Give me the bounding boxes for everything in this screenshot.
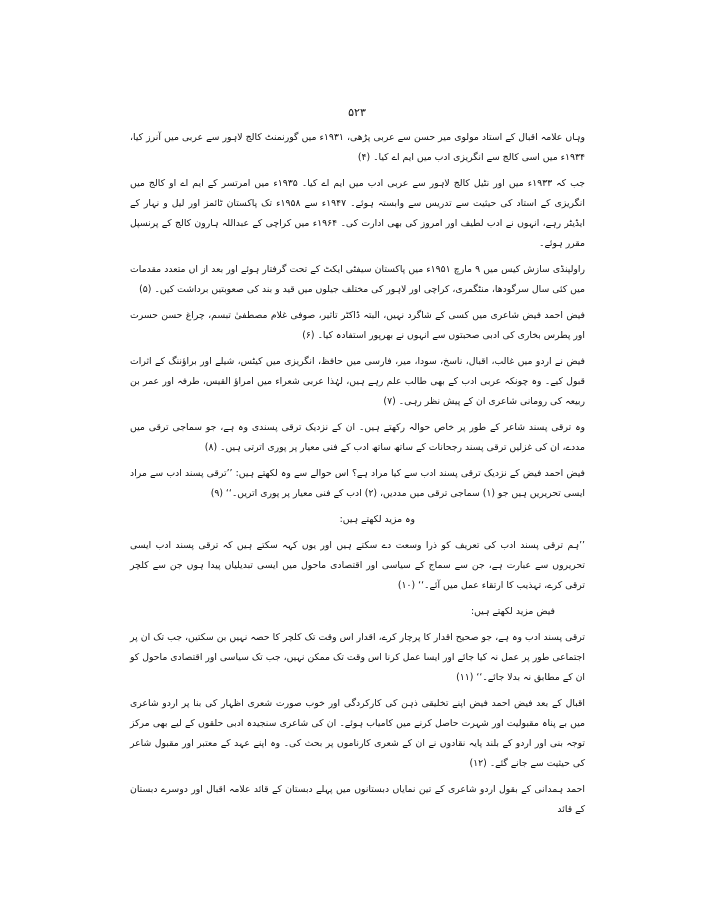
paragraph: وہاں علامہ اقبال کے استاد مولوی میر حسن سے عربی پڑھی، ۱۹۳۱ء میں گورنمنٹ کالج لاہور سے عربی میں آنرز کیا، ۱۹۳۴ء میں اسی کالج سے انگریزی ادب میں ایم اے کیا۔ (۴) [130,132,585,163]
paragraph: اقبال کے بعد فیض احمد فیض اپنے تخلیقی ذہن کی کارکردگی اور خوب صورت شعری اظہار کی بنا پر اردو شاعری میں بے پناہ مقبولیت اور شہرت حاصل کرنے میں کامیاب ہوئے۔ ان کی شاعری سنجیدہ ادبی حلقوں کے لیے بھی مرکز توجہ بنی اور اردو کے بلند پایہ نقادوں نے ان کے شعری کارناموں پر بحث کی۔ وہ اپنے عہد کے معتبر اور مقبول شاعر کی حیثیت سے جانے گئے۔ (۱۲) [130,698,585,769]
paragraph: فیض احمد فیض کے نزدیک ترقی پسند ادب سے کیا مراد ہے؟ اس حوالے سے وہ لکھتے ہیں: ’’ترقی پسند ادب سے مراد ایسی تحریریں ہیں جو (۱) سماجی ترقی میں مددیں، (۲) ادب کے فنی معیار پر پوری اتریں۔‘‘ (۹) [130,468,585,499]
paragraph: راولپنڈی سازش کیس میں ۹ مارچ ۱۹۵۱ء میں پاکستان سیفٹی ایکٹ کے تحت گرفتار ہوئے اور بعد از اں متعدد مقدمات میں کئی سال سرگودھا، منٹگمری، کراچی اور لاہور کی مختلف جیلوں میں قید و بند کی صعوبتیں برداشت کیں۔ (۵) [130,264,585,295]
paragraph: احمد ہمدانی کے بقول اردو شاعری کے تین نمایاں دبستانوں میں پہلے دبستان کے قائد علامہ اقبال اور دوسرے دبستان کے قائد [130,784,585,815]
block-quote: ترقی پسند ادب وہ ہے، جو صحیح اقدار کا پرچار کرے، اقدار اس وقت تک کلچر کا حصہ نہیں بن سکتیں، جب تک ان پر اجتماعی طور پر عمل نہ کیا جائے اور ایسا عمل کرنا اس وقت تک ممکن نہیں، جب تک سیاسی اور اقتصادی ماحول کو ان کے مطابق نہ بدلا جائے۔‘‘ (۱۱) [130,632,585,683]
paragraph: فیض نے اردو میں غالب، اقبال، ناسخ، سودا، میر، فارسی میں حافظ، انگریزی میں کیٹس، شیلے اور براؤننگ کے اثرات قبول کیے۔ وہ چونکہ عربی ادب کے بھی طالب علم رہے ہیں، لہٰذا عربی شعراء میں امراؤ القیس، طرفہ اور عمر بن ربیعہ کی رومانی شاعری ان کے پیش نظر رہی۔ (۷) [130,356,585,407]
page-number: ۵۲۳ [348,106,366,119]
paragraph: وہ ترقی پسند شاعر کے طور پر خاص حوالہ رکھتے ہیں۔ ان کے نزدیک ترقی پسندی وہ ہے، جو سماجی ترقی میں مددے، ان کی غزلیں ترقی پسند رجحانات کے ساتھ ساتھ ادب کے فنی معیار پر پوری اترتی ہیں۔ (۸) [130,422,585,453]
paragraph: جب کہ ۱۹۳۳ء میں اور نٹیل کالج لاہور سے عربی ادب میں ایم اے کیا۔ ۱۹۳۵ء میں امرتسر کے ایم اے او کالج میں انگریزی کے استاد کی حیثیت سے تدریس سے وابستہ ہوئے۔ ۱۹۴۷ء سے ۱۹۵۸ء تک پاکستان ٹائمز اور لیل و نہار کے ایڈیٹر رہے، انہوں نے ادب لطیف اور امروز کی بھی ادارت کی۔ ۱۹۶۴ء میں کراچی کے عبداللہ ہارون کالج کے پرنسپل مقرر ہوئے۔ [130,178,585,249]
paragraph-lead-in: فیض مزید لکھتے ہیں: [470,606,555,617]
paragraph-lead-in: وہ مزید لکھتے ہیں: [339,514,415,525]
block-quote: ’’ہم ترقی پسند ادب کی تعریف کو ذرا وسعت دے سکتے ہیں اور یوں کہہ سکتے ہیں کہ ترقی پسند ادب ایسی تحریروں سے عبارت ہے، جن سے سماج کے سیاسی اور اقتصادی ماحول میں ایسی تبدیلیاں پیدا ہوں جن سے کلچر ترقی کرے، تہذیب کا ارتقاء عمل میں آئے۔‘‘ (۱۰) [130,540,585,591]
paragraph: فیض احمد فیض شاعری میں کسی کے شاگرد نہیں، البتہ ڈاکٹر تاثیر، صوفی غلام مصطفیٰ تبسم، چراغ حسن حسرت اور پطرس بخاری کی ادبی صحبتوں سے انہوں نے بھرپور استفادہ کیا۔ (۶) [130,310,585,341]
document-body [130,128,585,826]
